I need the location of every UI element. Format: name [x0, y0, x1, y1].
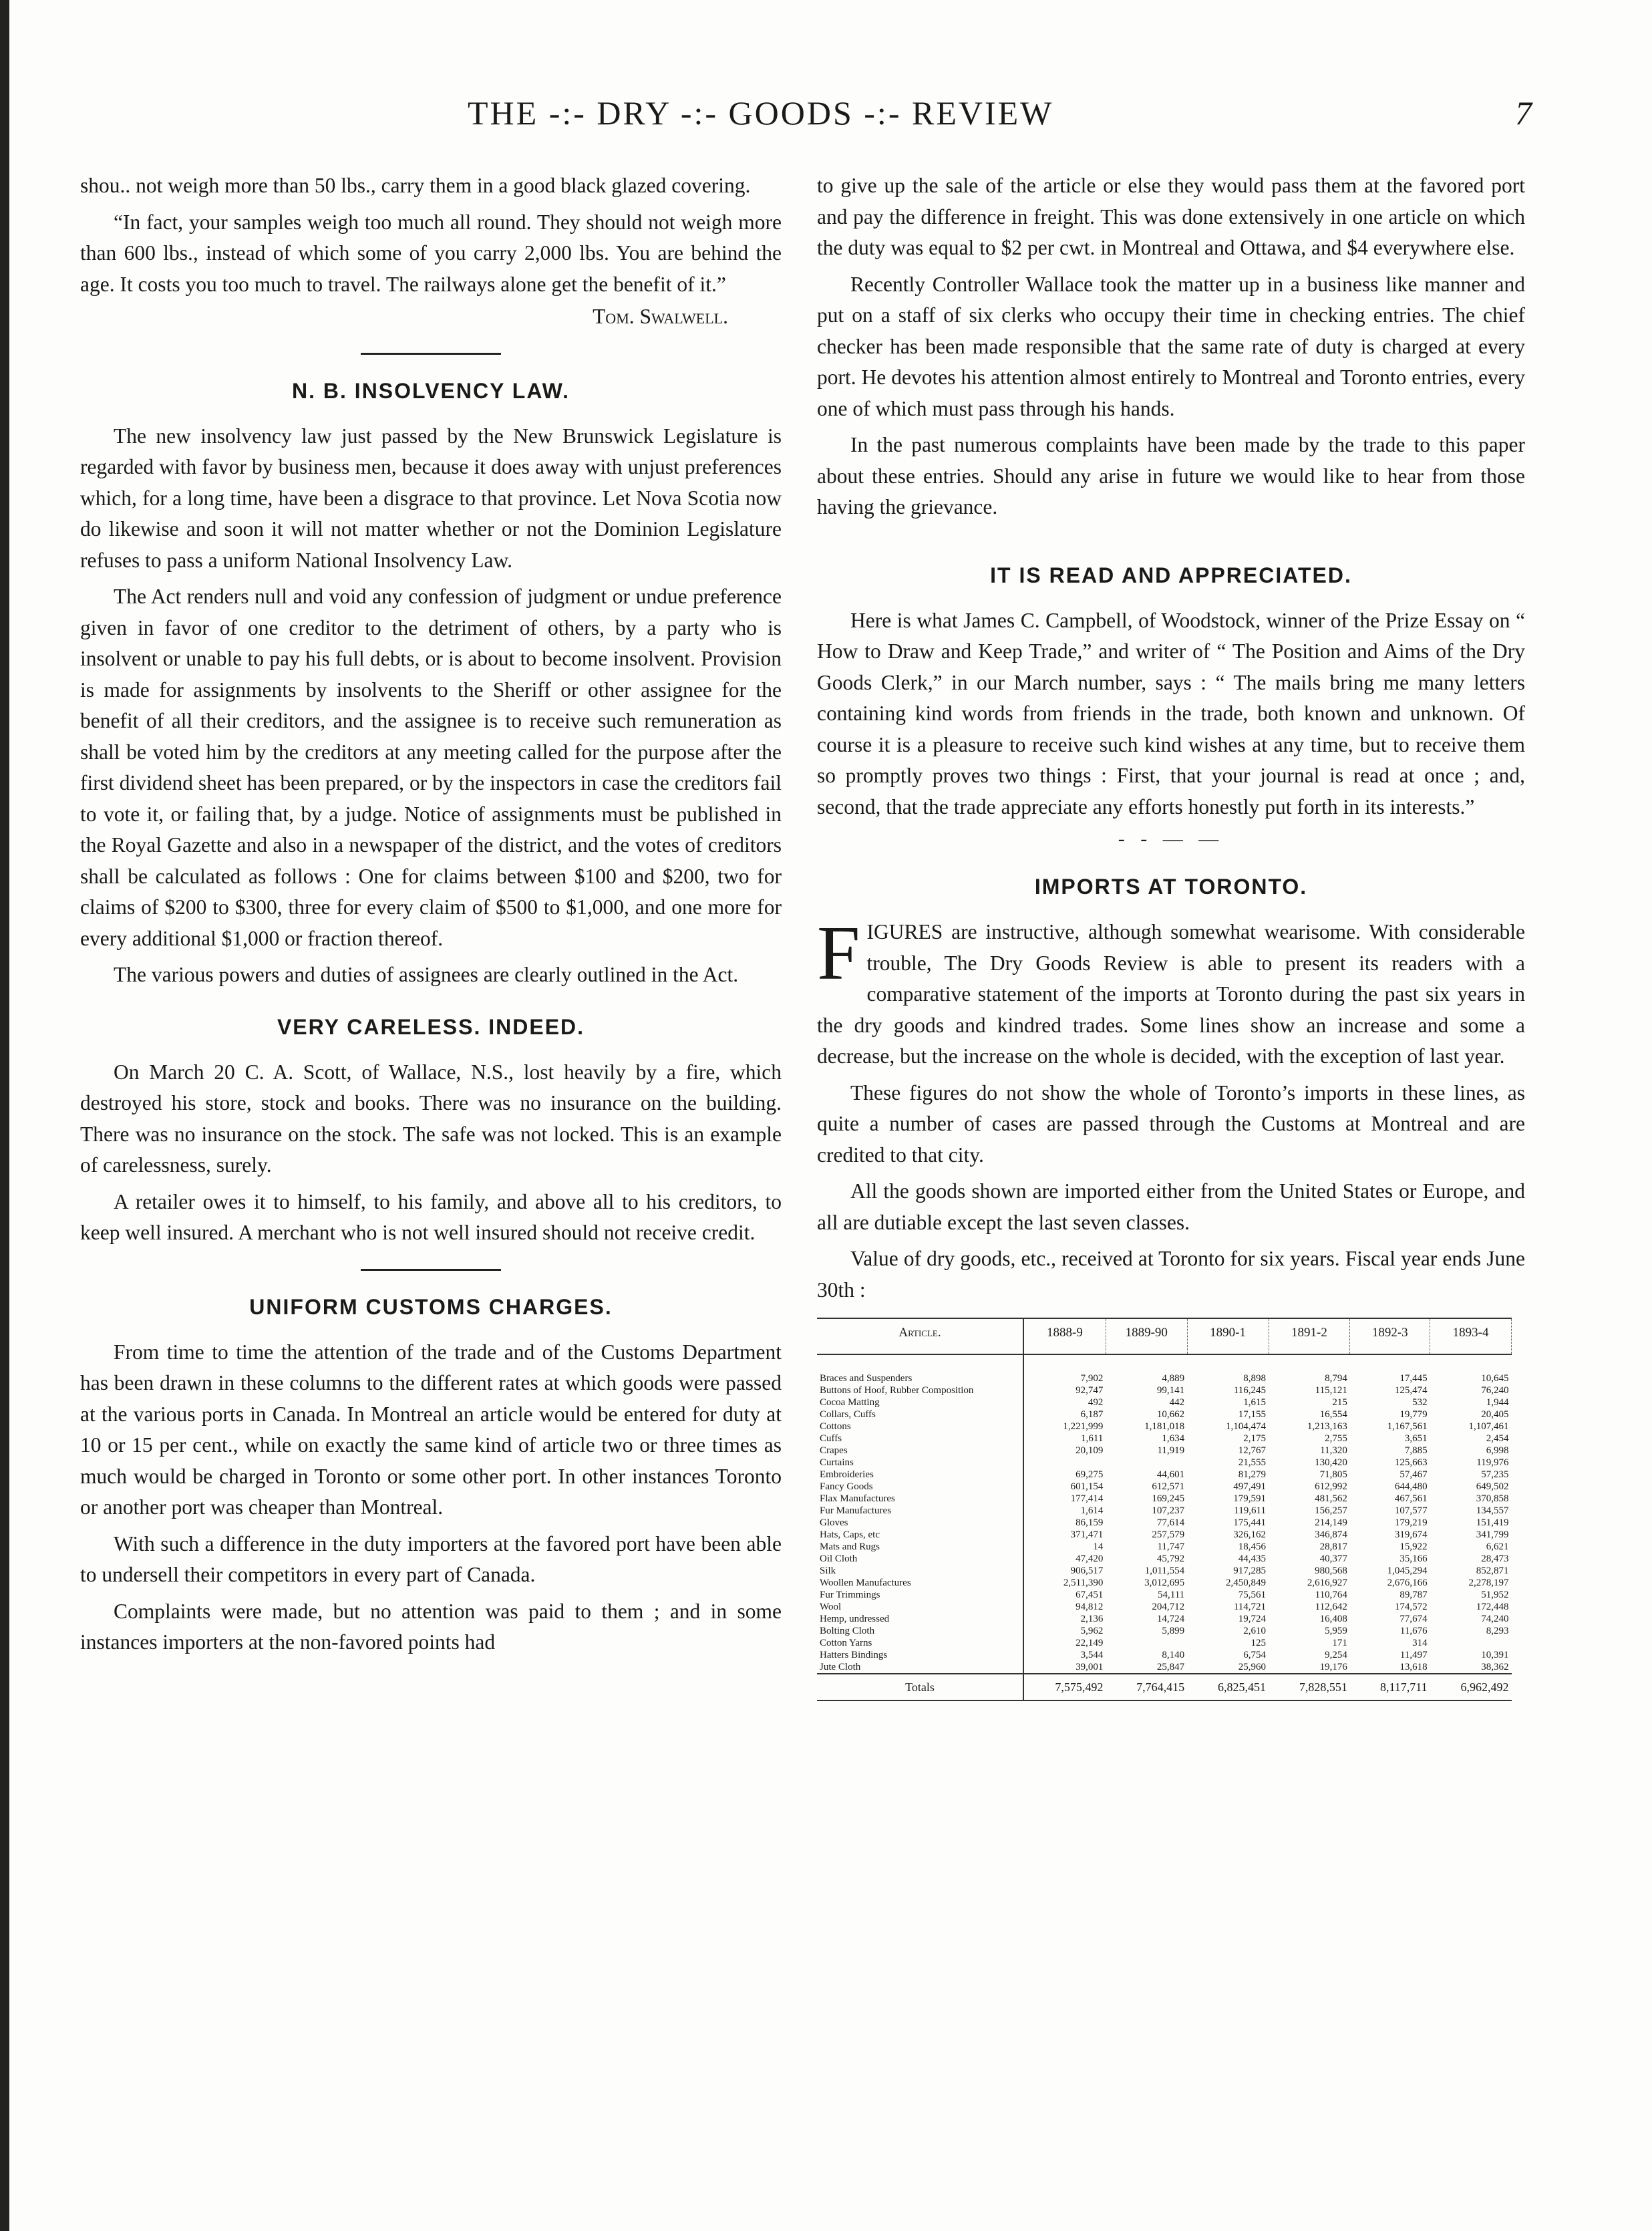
value-cell: 6,621 — [1486, 1541, 1509, 1552]
body-paragraph: With such a difference in the duty importers at the favored port have been able to undersell their competitors in every part of Canada. — [80, 1531, 782, 1586]
total-value-cell: 6,825,451 — [1187, 1674, 1269, 1700]
body-paragraph: On March 20 C. A. Scott, of Wallace, N.S., lost heavily by a fire, which destroyed his store, stock and books. There was no insurance on the building. There was no insurance on the stock. The safe was not locked. This is an example of carelessness, surely. — [80, 1060, 782, 1177]
value-cell: 257,579 — [1152, 1529, 1185, 1540]
value-cell: 2,278,197 — [1468, 1578, 1509, 1588]
value-cell: 2,610 — [1243, 1626, 1266, 1636]
column-header-year: 1888-9 — [1023, 1318, 1106, 1354]
value-cell: 119,976 — [1476, 1457, 1509, 1468]
value-cell: 17,445 — [1399, 1373, 1428, 1384]
value-cell: 6,754 — [1243, 1650, 1266, 1660]
value-cell: 1,614 — [1080, 1505, 1104, 1516]
value-cell: 3,544 — [1080, 1650, 1104, 1660]
value-cell: 601,154 — [1070, 1481, 1104, 1492]
value-cell: 906,517 — [1070, 1566, 1104, 1576]
signature: Tom. Swalwell. — [593, 305, 728, 328]
table-row — [817, 1372, 1512, 1384]
article-name-cell: Bolting Cloth — [817, 1625, 1023, 1637]
value-cell: 346,874 — [1315, 1529, 1347, 1540]
table-body — [817, 1354, 1512, 1700]
value-cell: 25,847 — [1156, 1662, 1185, 1672]
value-cell: 44,435 — [1238, 1553, 1266, 1564]
table-row — [817, 1517, 1512, 1529]
value-cell: 130,420 — [1315, 1457, 1347, 1468]
table-row — [817, 1433, 1512, 1445]
value-cell: 77,674 — [1399, 1614, 1428, 1624]
value-cell: 92,747 — [1076, 1385, 1104, 1396]
value-cell: 116,245 — [1233, 1385, 1266, 1396]
value-cell: 1,634 — [1162, 1433, 1185, 1444]
value-cell: 89,787 — [1399, 1590, 1428, 1600]
value-cell: 214,149 — [1315, 1517, 1347, 1528]
value-cell: 19,724 — [1238, 1614, 1266, 1624]
value-cell: 22,149 — [1076, 1638, 1104, 1648]
value-cell: 2,616,927 — [1307, 1578, 1347, 1588]
column-header-year: 1890-1 — [1187, 1318, 1269, 1354]
value-cell: 114,721 — [1233, 1602, 1266, 1612]
right-column — [817, 170, 1525, 1701]
value-cell: 2,450,849 — [1226, 1578, 1266, 1588]
intro-paragraph: shou.. not weigh more than 50 lbs., carry them in a good black glazed covering. — [80, 174, 751, 197]
value-cell: 20,405 — [1481, 1409, 1509, 1420]
left-column — [80, 170, 782, 1664]
value-cell: 119,611 — [1234, 1505, 1266, 1516]
value-cell: 45,792 — [1156, 1553, 1185, 1564]
value-cell: 179,219 — [1394, 1517, 1428, 1528]
table-row — [817, 1541, 1512, 1553]
article-name-cell: Fancy Goods — [817, 1481, 1023, 1493]
article-name-cell: Jute Cloth — [817, 1661, 1023, 1674]
value-cell: 1,611 — [1081, 1433, 1104, 1444]
article-name-cell: Cocoa Matting — [817, 1396, 1023, 1408]
value-cell: 7,885 — [1404, 1445, 1428, 1456]
table-row — [817, 1505, 1512, 1517]
value-cell: 1,181,018 — [1144, 1421, 1185, 1432]
value-cell: 11,497 — [1399, 1650, 1428, 1660]
value-cell: 5,959 — [1325, 1626, 1347, 1636]
article-name-cell: Fur Trimmings — [817, 1589, 1023, 1601]
separator: - - — — — [1118, 828, 1224, 850]
body-paragraph: Value of dry goods, etc., received at Toronto for six years. Fiscal year ends June 30th : — [817, 1247, 1525, 1302]
value-cell: 16,554 — [1319, 1409, 1347, 1420]
body-paragraph: The Act renders null and void any confession of judgment or undue preference given in favor of one creditor to the detriment of others, by a party who is insolvent or unable to pay his full debts, or is about to become insolvent. Provision is made for assignments by insolvents to the Sheriff or other assignee for the benefit of all their creditors, and the assignee is to receive such remuneration as shall be voted him by the creditors at any meeting called for the purpose after the first dividend sheet has been prepared, or by the inspectors in case the creditors fail to vote it, or failing that, by a judge. Notice of assignments must be published in the Royal Gazette and also in a newspaper of the district, and the votes of creditors shall be calculated as follows : One for claims between $100 and $200, two for claims of $200 to $300, three for every claim of $500 to $1,000, and one more for every additional $1,000 or fraction thereof. — [80, 585, 782, 950]
article-name-cell: Buttons of Hoof, Rubber Composition — [817, 1384, 1023, 1396]
body-paragraph: In the past numerous complaints have been made by the trade to this paper about these entries. Should any arise in future we would like to hear from those having the grievance. — [817, 433, 1525, 518]
table-row — [817, 1661, 1512, 1674]
section-heading: IMPORTS AT TORONTO. — [1034, 875, 1308, 899]
value-cell: 852,871 — [1476, 1566, 1509, 1576]
table-row — [817, 1529, 1512, 1541]
value-cell: 9,254 — [1325, 1650, 1347, 1660]
article-name-cell: Cotton Yarns — [817, 1637, 1023, 1649]
section-rule — [361, 353, 501, 355]
value-cell: 14,724 — [1156, 1614, 1185, 1624]
table-spacer-row — [817, 1354, 1512, 1372]
section-heading: UNIFORM CUSTOMS CHARGES. — [249, 1294, 613, 1319]
running-header — [0, 94, 1652, 147]
value-cell: 1,944 — [1486, 1397, 1509, 1408]
value-cell: 8,898 — [1243, 1373, 1266, 1384]
total-value-cell: 7,764,415 — [1106, 1674, 1187, 1700]
value-cell: 467,561 — [1394, 1493, 1428, 1504]
value-cell: 44,601 — [1156, 1469, 1185, 1480]
value-cell: 39,001 — [1076, 1662, 1104, 1672]
spacer-cell — [1023, 1354, 1512, 1372]
value-cell: 5,899 — [1162, 1626, 1185, 1636]
table-row — [817, 1493, 1512, 1505]
table-row — [817, 1577, 1512, 1589]
value-cell: 917,285 — [1233, 1566, 1266, 1576]
value-cell: 1,045,294 — [1387, 1566, 1428, 1576]
journal-title: THE -:- DRY -:- GOODS -:- REVIEW — [468, 94, 1054, 132]
value-cell: 7,902 — [1080, 1373, 1104, 1384]
value-cell: 38,362 — [1481, 1662, 1509, 1672]
value-cell: 2,136 — [1080, 1614, 1104, 1624]
value-cell: 156,257 — [1315, 1505, 1347, 1516]
column-header-year: 1892-3 — [1350, 1318, 1430, 1354]
value-cell: 134,557 — [1476, 1505, 1509, 1516]
value-cell: 11,747 — [1157, 1541, 1185, 1552]
article-name-cell: Crapes — [817, 1445, 1023, 1457]
body-paragraph: Recently Controller Wallace took the matter up in a business like manner and put on a staff of six clerks who occupy their time in checking entries. The chief checker has been made responsible that the same rate of duty is charged at every port. He devotes his attention almost entirely to Montreal and Toronto entries, every one of which must pass through his hands. — [817, 272, 1525, 420]
value-cell: 5,962 — [1080, 1626, 1104, 1636]
first-paragraph-text: IGURES are instructive, although somewhat wearisome. With considerable trouble, The Dry Goods Review is able to present its readers with a comparative statement of the imports at Toronto during the past six years in the dry goods and kindred trades. Some lines show an increase and some a decrease, but the increase on the whole is decided, with the exception of last year. — [817, 920, 1525, 1068]
value-cell: 175,441 — [1233, 1517, 1266, 1528]
value-cell: 204,712 — [1152, 1602, 1185, 1612]
column-header-year: 1889-90 — [1106, 1318, 1187, 1354]
value-cell: 28,473 — [1481, 1553, 1509, 1564]
value-cell: 171 — [1332, 1638, 1347, 1648]
totals-label: Totals — [817, 1674, 1023, 1700]
value-cell: 35,166 — [1399, 1553, 1428, 1564]
body-paragraph: Here is what James C. Campbell, of Woodstock, winner of the Prize Essay on “ How to Draw and Keep Trade,” and writer of “ The Position and Aims of the Dry Goods Clerk,” in our March number, says : “ The mails bring me many letters containing kind words from friends in the trade, both known and unknown. Of course it is a pleasure to receive such kind wishes at any time, but to receive them so promptly proves two things : First, that your journal is read at once ; and, second, that the trade appreciate any efforts honestly put forth in its interests.” — [817, 608, 1525, 819]
totals-row — [817, 1674, 1512, 1700]
value-cell: 14 — [1093, 1541, 1104, 1552]
article-name-cell: Embroideries — [817, 1469, 1023, 1481]
article-name-cell: Oil Cloth — [817, 1553, 1023, 1565]
value-cell: 1,011,554 — [1144, 1566, 1185, 1576]
value-cell: 17,155 — [1238, 1409, 1266, 1420]
value-cell: 76,240 — [1481, 1385, 1509, 1396]
table-row — [817, 1553, 1512, 1565]
article-name-cell: Wool — [817, 1601, 1023, 1613]
value-cell: 644,480 — [1394, 1481, 1428, 1492]
section-heading: VERY CARELESS. INDEED. — [277, 1014, 585, 1039]
table-row — [817, 1613, 1512, 1625]
value-cell: 6,187 — [1080, 1409, 1104, 1420]
value-cell: 67,451 — [1076, 1590, 1104, 1600]
article-name-cell: Mats and Rugs — [817, 1541, 1023, 1553]
value-cell: 980,568 — [1315, 1566, 1347, 1576]
value-cell: 69,275 — [1076, 1469, 1104, 1480]
value-cell: 215 — [1332, 1397, 1347, 1408]
value-cell: 1,221,999 — [1063, 1421, 1104, 1432]
value-cell: 107,237 — [1152, 1505, 1185, 1516]
value-cell: 12,767 — [1238, 1445, 1266, 1456]
body-paragraph — [817, 911, 1525, 1072]
value-cell: 10,391 — [1481, 1650, 1509, 1660]
table-row — [817, 1445, 1512, 1457]
value-cell: 40,377 — [1319, 1553, 1347, 1564]
value-cell: 151,419 — [1476, 1517, 1509, 1528]
value-cell: 19,176 — [1319, 1662, 1347, 1672]
value-cell: 2,454 — [1486, 1433, 1509, 1444]
value-cell: 25,960 — [1238, 1662, 1266, 1672]
value-cell: 74,240 — [1481, 1614, 1509, 1624]
value-cell: 6,998 — [1486, 1445, 1509, 1456]
value-cell: 612,992 — [1315, 1481, 1347, 1492]
table-header-row — [817, 1318, 1512, 1354]
table-row — [817, 1637, 1512, 1649]
value-cell: 492 — [1088, 1397, 1104, 1408]
column-header-article: Article. — [817, 1318, 1023, 1354]
value-cell: 326,162 — [1233, 1529, 1266, 1540]
body-paragraph: All the goods shown are imported either from the United States or Europe, and all are dutiable except the last seven classes. — [817, 1179, 1525, 1234]
value-cell: 28,817 — [1319, 1541, 1347, 1552]
value-cell — [1023, 1457, 1106, 1469]
value-cell: 8,794 — [1325, 1373, 1347, 1384]
value-cell: 86,159 — [1076, 1517, 1104, 1528]
value-cell: 442 — [1169, 1397, 1185, 1408]
column-header-year: 1891-2 — [1269, 1318, 1350, 1354]
value-cell: 16,408 — [1319, 1614, 1347, 1624]
value-cell: 51,952 — [1481, 1590, 1509, 1600]
article-name-cell: Hemp, undressed — [817, 1613, 1023, 1625]
value-cell: 112,642 — [1315, 1602, 1347, 1612]
value-cell: 94,812 — [1076, 1602, 1104, 1612]
value-cell: 99,141 — [1156, 1385, 1185, 1396]
total-value-cell: 7,575,492 — [1023, 1674, 1106, 1700]
article-name-cell: Curtains — [817, 1457, 1023, 1469]
value-cell: 8,293 — [1486, 1626, 1509, 1636]
value-cell: 2,755 — [1325, 1433, 1347, 1444]
table-row — [817, 1565, 1512, 1577]
body-paragraph: Complaints were made, but no attention was paid to them ; and in some instances importers at the non-favored points had — [80, 1599, 782, 1654]
total-value-cell: 7,828,551 — [1269, 1674, 1350, 1700]
imports-table — [817, 1318, 1512, 1701]
value-cell: 8,140 — [1162, 1650, 1185, 1660]
table-row — [817, 1457, 1512, 1469]
article-name-cell: Collars, Cuffs — [817, 1408, 1023, 1421]
value-cell: 10,645 — [1481, 1373, 1509, 1384]
value-cell: 4,889 — [1162, 1373, 1185, 1384]
table-row — [817, 1481, 1512, 1493]
spacer-cell — [817, 1354, 1023, 1372]
value-cell: 169,245 — [1152, 1493, 1185, 1504]
table-row — [817, 1469, 1512, 1481]
value-cell: 21,555 — [1238, 1457, 1266, 1468]
value-cell: 174,572 — [1394, 1602, 1428, 1612]
article-name-cell: Woollen Manufactures — [817, 1577, 1023, 1589]
table-row — [817, 1625, 1512, 1637]
table-row — [817, 1384, 1512, 1396]
value-cell: 497,491 — [1233, 1481, 1266, 1492]
value-cell: 2,511,390 — [1063, 1578, 1104, 1588]
article-name-cell: Cuffs — [817, 1433, 1023, 1445]
intro-paragraph: “In fact, your samples weigh too much all round. They should not weigh more than 600 lbs., instead of which some of you carry 2,000 lbs. You are behind the age. It costs you too much to travel. The railways alone get the benefit of it.” — [80, 210, 782, 296]
body-paragraph: A retailer owes it to himself, to his family, and above all to his creditors, to keep well insured. A merchant who is not well insured should not receive credit. — [80, 1189, 782, 1244]
value-cell: 319,674 — [1394, 1529, 1428, 1540]
value-cell: 3,651 — [1404, 1433, 1428, 1444]
column-header-year: 1893-4 — [1430, 1318, 1512, 1354]
value-cell: 75,561 — [1238, 1590, 1266, 1600]
value-cell: 1,213,163 — [1307, 1421, 1347, 1432]
value-cell: 125,663 — [1394, 1457, 1428, 1468]
body-paragraph: The various powers and duties of assignees are clearly outlined in the Act. — [114, 963, 739, 986]
value-cell: 1,615 — [1243, 1397, 1266, 1408]
value-cell: 18,456 — [1238, 1541, 1266, 1552]
article-name-cell: Cottons — [817, 1421, 1023, 1433]
page-number: 7 — [1515, 94, 1532, 132]
value-cell: 11,676 — [1399, 1626, 1428, 1636]
value-cell: 314 — [1412, 1638, 1428, 1648]
value-cell: 77,614 — [1156, 1517, 1185, 1528]
total-value-cell: 8,117,711 — [1350, 1674, 1430, 1700]
article-name-cell: Fur Manufactures — [817, 1505, 1023, 1517]
value-cell — [1430, 1637, 1512, 1649]
value-cell: 19,779 — [1399, 1409, 1428, 1420]
article-name-cell: Flax Manufactures — [817, 1493, 1023, 1505]
value-cell: 177,414 — [1070, 1493, 1104, 1504]
value-cell: 2,175 — [1243, 1433, 1266, 1444]
section-heading: N. B. INSOLVENCY LAW. — [292, 378, 570, 403]
body-paragraph: From time to time the attention of the trade and of the Customs Department has been drawn in these columns to the different rates at which goods were passed at the various ports in Canada. In Montreal an article would be entered for duty at 10 or 15 per cent., while on exactly the same kind of article two or three times as much would be charged in Toronto or some other port. In other instances Toronto or another port was cheaper than Montreal. — [80, 1340, 782, 1519]
drop-cap: F — [817, 911, 860, 996]
value-cell: 125,474 — [1394, 1385, 1428, 1396]
value-cell: 57,467 — [1399, 1469, 1428, 1480]
article-name-cell: Hats, Caps, etc — [817, 1529, 1023, 1541]
table-row — [817, 1421, 1512, 1433]
value-cell: 172,448 — [1476, 1602, 1509, 1612]
value-cell: 20,109 — [1076, 1445, 1104, 1456]
section-heading: IT IS READ AND APPRECIATED. — [990, 563, 1352, 587]
body-paragraph: to give up the sale of the article or else they would pass them at the favored port and pay the difference in freight. This was done extensively in one article on which the duty was equal to $2 per cwt. in Montreal and Ottawa, and $4 everywhere else. — [817, 174, 1525, 259]
article-name-cell: Gloves — [817, 1517, 1023, 1529]
body-paragraph: These figures do not show the whole of Toronto’s imports in these lines, as quite a number of cases are passed through the Customs at Montreal and are credited to that city. — [817, 1080, 1525, 1167]
value-cell: 71,805 — [1319, 1469, 1347, 1480]
value-cell: 341,799 — [1476, 1529, 1509, 1540]
value-cell: 15,922 — [1399, 1541, 1428, 1552]
value-cell: 612,571 — [1152, 1481, 1185, 1492]
value-cell: 54,111 — [1158, 1590, 1185, 1600]
value-cell: 1,104,474 — [1226, 1421, 1266, 1432]
article-name-cell: Hatters Bindings — [817, 1649, 1023, 1661]
section-rule — [361, 1269, 501, 1271]
table-row — [817, 1589, 1512, 1601]
value-cell — [1106, 1637, 1187, 1649]
value-cell: 11,320 — [1320, 1445, 1347, 1456]
value-cell: 10,662 — [1156, 1409, 1185, 1420]
page-edge-shadow — [0, 0, 9, 2231]
value-cell: 81,279 — [1238, 1469, 1266, 1480]
value-cell: 370,858 — [1476, 1493, 1509, 1504]
article-name-cell: Braces and Suspenders — [817, 1372, 1023, 1384]
value-cell: 3,012,695 — [1144, 1578, 1185, 1588]
value-cell: 371,471 — [1070, 1529, 1104, 1540]
value-cell: 2,676,166 — [1387, 1578, 1428, 1588]
value-cell: 1,107,461 — [1468, 1421, 1509, 1432]
value-cell: 1,167,561 — [1387, 1421, 1428, 1432]
value-cell: 13,618 — [1399, 1662, 1428, 1672]
value-cell: 47,420 — [1076, 1553, 1104, 1564]
value-cell: 179,591 — [1233, 1493, 1266, 1504]
body-paragraph: The new insolvency law just passed by the New Brunswick Legislature is regarded with favor by business men, because it does away with unjust preferences which, for a long time, have been a disgrace to that province. Let Nova Scotia now do likewise and soon it will not matter whether or not the Dominion Legislature refuses to pass a uniform National Insolvency Law. — [80, 424, 782, 572]
value-cell: 532 — [1412, 1397, 1428, 1408]
total-value-cell: 6,962,492 — [1430, 1674, 1512, 1700]
value-cell — [1106, 1457, 1187, 1469]
value-cell: 649,502 — [1476, 1481, 1509, 1492]
value-cell: 115,121 — [1315, 1385, 1347, 1396]
table-row — [817, 1601, 1512, 1613]
value-cell: 107,577 — [1394, 1505, 1428, 1516]
table-row — [817, 1396, 1512, 1408]
article-name-cell: Silk — [817, 1565, 1023, 1577]
value-cell: 481,562 — [1315, 1493, 1347, 1504]
value-cell: 110,764 — [1315, 1590, 1347, 1600]
table-row — [817, 1649, 1512, 1661]
table-row — [817, 1408, 1512, 1421]
value-cell: 57,235 — [1481, 1469, 1509, 1480]
value-cell: 11,919 — [1157, 1445, 1185, 1456]
value-cell: 125 — [1251, 1638, 1266, 1648]
